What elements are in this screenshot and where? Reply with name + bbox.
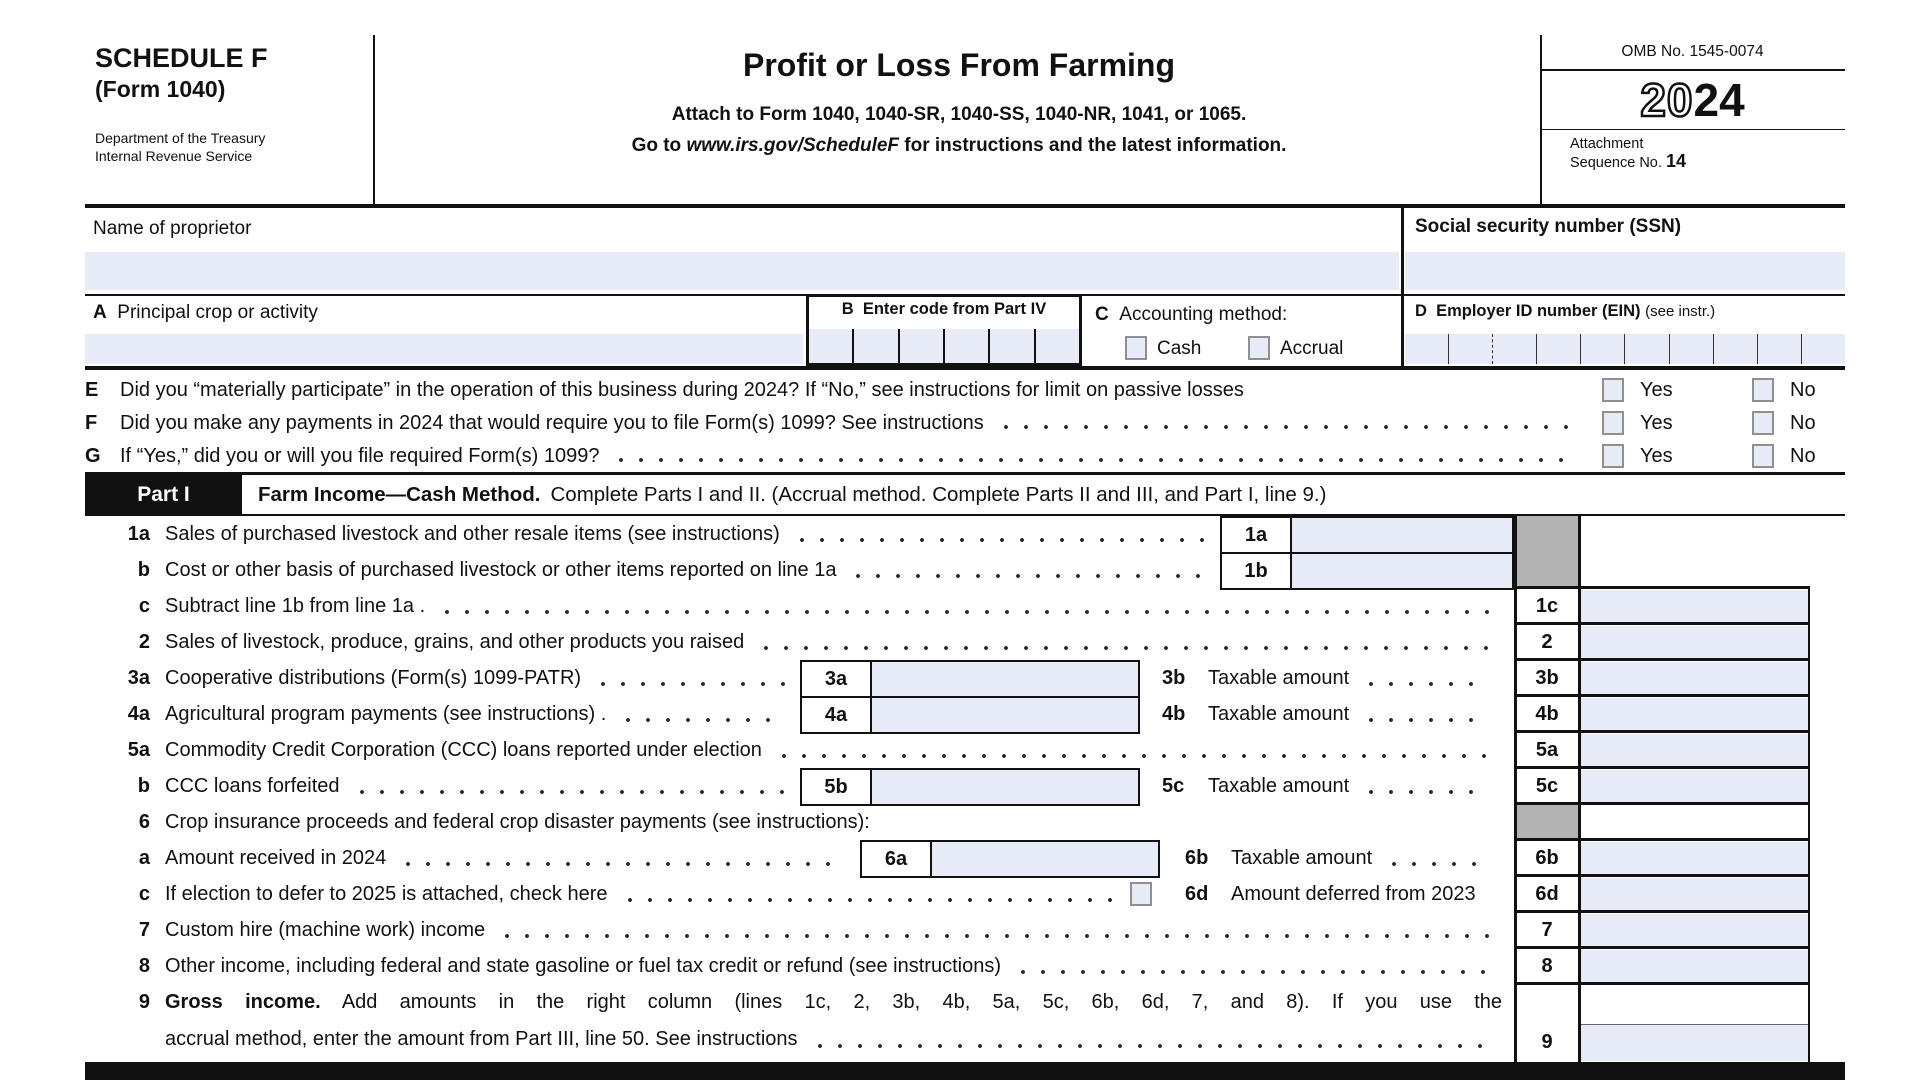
dot-leader — [848, 573, 1204, 579]
ein-cell — [1448, 334, 1492, 364]
right-label-9: 9 — [1541, 1031, 1553, 1053]
part-i-header-bar — [85, 472, 1845, 516]
line-1b-desc: Cost or other basis of purchased livestock or other items reported on line 1a — [165, 558, 837, 581]
line-5a-amount-cell[interactable] — [1581, 734, 1808, 766]
line-5c-text: Taxable amount — [1208, 774, 1350, 797]
line-4a-number: 4a — [127, 702, 150, 725]
dot-leader — [1384, 861, 1484, 867]
dot-leader — [1361, 717, 1484, 723]
dot-leader — [1361, 681, 1484, 687]
question-g-letter: G — [85, 444, 101, 467]
dot-leader — [1013, 969, 1494, 975]
line-5b-desc: CCC loans forfeited — [165, 774, 340, 797]
cash-checkbox[interactable] — [1125, 336, 1147, 360]
g-no-label: No — [1790, 445, 1816, 467]
line-b-text: Enter code from Part IV — [862, 300, 1047, 318]
line-a-text: Principal crop or activity — [117, 302, 318, 323]
line-d-label — [1415, 302, 1715, 321]
dot-leader — [792, 537, 1204, 543]
dot-leader — [756, 645, 1494, 651]
row-1c — [85, 588, 1502, 624]
line-1a-number: 1a — [127, 522, 150, 545]
part-i-title-bold: Farm Income—Cash Method. — [258, 482, 541, 506]
g-no-checkbox[interactable] — [1752, 444, 1774, 468]
code-cell — [943, 329, 988, 363]
dot-leader — [996, 424, 1574, 430]
right-label-5c: 5c — [1535, 775, 1559, 797]
shaded-cell-6 — [1514, 804, 1580, 840]
line-5b-amount-box — [800, 768, 1140, 806]
line-3b-annotation — [1162, 660, 1492, 696]
ein-cell — [1492, 334, 1536, 364]
line-a-label — [93, 302, 318, 324]
line-a-letter: A — [93, 302, 107, 323]
row-6c — [85, 876, 1124, 912]
code-cell — [809, 329, 852, 363]
line-6a-box-label: 6a — [862, 842, 932, 876]
part-i-title — [242, 475, 1326, 514]
line-1a-desc: Sales of purchased livestock and other resale items (see instructions) — [165, 522, 780, 545]
line-1c-number: c — [138, 594, 150, 617]
row-7 — [85, 912, 1502, 948]
line-4b-text: Taxable amount — [1208, 702, 1350, 725]
line-3a-amount-input[interactable] — [872, 662, 1138, 696]
line-9-text-block — [165, 984, 1502, 1058]
line-4b-amount-cell[interactable] — [1581, 698, 1808, 730]
accrual-checkbox[interactable] — [1248, 336, 1270, 360]
line-6c-desc: If election to defer to 2025 is attached, check here — [165, 882, 608, 905]
row-9 — [85, 984, 1502, 1062]
line-2-amount-cell[interactable] — [1581, 626, 1808, 658]
department-line2: Internal Revenue Service — [95, 148, 253, 164]
header-left-block — [85, 35, 375, 204]
line-6a-amount-box — [860, 840, 1160, 878]
line-6d-amount-cell[interactable] — [1581, 878, 1808, 910]
ssn-label: Social security number (SSN) — [1415, 216, 1682, 237]
line-5b-number: b — [137, 774, 150, 797]
sequence-label: Sequence No. — [1570, 155, 1662, 171]
form-number: (Form 1040) — [95, 76, 226, 102]
sequence-number: 14 — [1665, 151, 1686, 171]
ssn-input[interactable] — [1405, 252, 1845, 290]
omb-number: OMB No. 1545-0074 — [1540, 35, 1845, 71]
question-f-letter: F — [85, 411, 98, 434]
g-yes-label: Yes — [1640, 445, 1673, 467]
line-6c-number: c — [138, 882, 150, 905]
ein-cell — [1669, 334, 1713, 364]
name-of-proprietor-label: Name of proprietor — [93, 218, 252, 239]
row-1a — [85, 516, 1212, 552]
dot-leader — [611, 457, 1574, 463]
goto-suffix: for instructions and the latest information. — [899, 135, 1287, 156]
ein-cell — [1536, 334, 1580, 364]
goto-instruction — [378, 135, 1540, 157]
f-yes-label: Yes — [1640, 412, 1673, 434]
line-3a-box-label: 3a — [802, 662, 872, 696]
ein-cell — [1713, 334, 1757, 364]
right-label-4b: 4b — [1535, 703, 1559, 725]
line-3b-amount-cell[interactable] — [1581, 662, 1808, 694]
line-9-rest: Add amounts in the right column (lines 1c, 2, 3b, 4b, 5a, 5c, 6b, 6d, 7, and 8). If you use the — [341, 991, 1503, 1013]
dot-leader — [593, 681, 786, 687]
line-6-number: 6 — [138, 810, 150, 833]
question-f-text: Did you make any payments in 2024 that would require you to file Form(s) 1099? See instructions — [120, 411, 984, 434]
form-header — [85, 35, 1845, 208]
g-yes-checkbox[interactable] — [1602, 444, 1624, 468]
dot-leader — [810, 1043, 1494, 1049]
line-9-amount-cell[interactable] — [1581, 1024, 1808, 1061]
proprietor-row — [85, 208, 1845, 296]
line-1b-box-label: 1b — [1222, 554, 1292, 588]
f-no-label: No — [1790, 412, 1816, 434]
question-g-text: If “Yes,” did you or will you file required Form(s) 1099? — [120, 444, 600, 467]
part-ii-bar-cropped — [85, 1062, 1845, 1080]
line-6b-label: 6b — [1185, 846, 1209, 869]
question-g — [85, 440, 1582, 472]
goto-url: www.irs.gov/ScheduleF — [686, 135, 900, 156]
line-6a-desc: Amount received in 2024 — [165, 846, 387, 869]
dot-leader — [497, 933, 1494, 939]
line-6c-defer-checkbox[interactable] — [1130, 882, 1152, 906]
line-6b-text: Taxable amount — [1231, 846, 1373, 869]
line-6d-text: Amount deferred from 2023 — [1231, 882, 1476, 905]
question-f — [85, 407, 1582, 439]
line-3b-label: 3b — [1162, 666, 1186, 689]
line-2-desc: Sales of livestock, produce, grains, and other products you raised — [165, 630, 745, 653]
line-1a-amount-box — [1220, 516, 1514, 554]
line-5c-label: 5c — [1162, 774, 1185, 797]
line-9-text-line1 — [165, 984, 1502, 1021]
line-1a-amount-input[interactable] — [1292, 518, 1512, 552]
line-d-letter: D — [1415, 302, 1427, 320]
line-1a-box-label: 1a — [1222, 518, 1292, 552]
shaded-cell-1ab — [1514, 516, 1580, 586]
line-8-number: 8 — [138, 954, 150, 977]
line-7-amount-cell[interactable] — [1581, 914, 1808, 946]
dot-leader — [1361, 789, 1484, 795]
line-7-desc: Custom hire (machine work) income — [165, 918, 486, 941]
line-5c-annotation — [1162, 768, 1492, 804]
code-cell — [1034, 329, 1079, 363]
ein-cell — [1801, 334, 1845, 364]
code-cell — [898, 329, 943, 363]
right-label-7: 7 — [1541, 919, 1553, 941]
question-e-letter: E — [85, 378, 99, 401]
line-b-label — [809, 297, 1079, 319]
line-6a-amount-input[interactable] — [932, 842, 1158, 876]
question-e-text: Did you “materially participate” in the operation of this business during 2024? If “No,” see instructions for limit on passive losses — [120, 378, 1244, 401]
line-4a-amount-input[interactable] — [872, 698, 1138, 732]
header-center-block — [378, 35, 1542, 204]
divider — [1401, 208, 1404, 294]
tax-year — [1540, 71, 1845, 130]
right-label-3b: 3b — [1535, 667, 1559, 689]
line-6d-label: 6d — [1185, 882, 1209, 905]
line-5b-amount-input[interactable] — [872, 770, 1138, 804]
line-4b-annotation — [1162, 696, 1492, 732]
row-8 — [85, 948, 1502, 984]
right-label-8: 8 — [1541, 955, 1553, 977]
principal-crop-input[interactable] — [85, 334, 803, 364]
part-i-subtitle: Complete Parts I and II. (Accrual method. Complete Parts II and III, and Part I, line 9.) — [550, 482, 1327, 506]
part-iv-code-input[interactable] — [809, 329, 1079, 363]
line-7-number: 7 — [138, 918, 150, 941]
right-label-1c: 1c — [1535, 595, 1559, 617]
line-6d-annotation — [1185, 876, 1492, 912]
dot-leader — [398, 861, 844, 867]
row-4a — [85, 696, 794, 732]
row-6 — [85, 804, 1465, 840]
line-1b-number: b — [137, 558, 150, 581]
code-cell — [988, 329, 1033, 363]
line-c-letter: C — [1095, 304, 1109, 325]
line-1b-amount-input[interactable] — [1292, 554, 1512, 588]
right-label-5a: 5a — [1535, 739, 1559, 761]
header-right-block — [1540, 35, 1845, 204]
dot-leader — [618, 717, 786, 723]
dot-leader — [352, 789, 786, 795]
right-label-6d: 6d — [1535, 883, 1559, 905]
dot-leader — [437, 609, 1494, 615]
f-yes-checkbox[interactable] — [1602, 411, 1624, 435]
line-c-text: Accounting method: — [1119, 304, 1288, 325]
f-no-checkbox[interactable] — [1752, 411, 1774, 435]
row-6a — [85, 840, 852, 876]
line-4a-desc: Agricultural program payments (see instructions) . — [165, 702, 607, 725]
line-b-code-box — [806, 294, 1082, 366]
line-6-desc: Crop insurance proceeds and federal crop disaster payments (see instructions): — [165, 810, 870, 833]
department-line1: Department of the Treasury — [95, 130, 266, 146]
line-5b-box-label: 5b — [802, 770, 872, 804]
e-no-label: No — [1790, 379, 1816, 401]
line-2-number: 2 — [138, 630, 150, 653]
code-cell — [852, 329, 897, 363]
question-e — [85, 374, 1505, 406]
row-3a — [85, 660, 794, 696]
ein-cell — [1580, 334, 1624, 364]
e-no-checkbox[interactable] — [1752, 378, 1774, 402]
accrual-label: Accrual — [1280, 338, 1344, 359]
right-label-6b: 6b — [1535, 847, 1559, 869]
line-6b-amount-cell[interactable] — [1581, 842, 1808, 874]
e-yes-checkbox[interactable] — [1602, 378, 1624, 402]
form-title: Profit or Loss From Farming — [742, 47, 1176, 83]
e-yes-label: Yes — [1640, 379, 1673, 401]
year-solid-digits: 24 — [1693, 74, 1745, 126]
line-d-note: (see instr.) — [1645, 303, 1716, 320]
line-3b-text: Taxable amount — [1208, 666, 1350, 689]
ein-input[interactable] — [1405, 334, 1845, 364]
proprietor-name-input[interactable] — [85, 252, 1399, 290]
line-9-text-line2 — [165, 1021, 1502, 1058]
line-5c-amount-cell[interactable] — [1581, 770, 1808, 802]
abcd-row — [85, 294, 1845, 370]
line-b-letter: B — [841, 300, 854, 318]
cash-label: Cash — [1157, 338, 1202, 359]
line-5a-number: 5a — [127, 738, 150, 761]
line-4b-label: 4b — [1162, 702, 1186, 725]
dot-leader — [620, 897, 1117, 903]
line-9-line2-text: accrual method, enter the amount from Part III, line 50. See instructions — [165, 1028, 798, 1050]
line-1c-desc: Subtract line 1b from line 1a . — [165, 594, 426, 617]
dot-leader — [774, 753, 1494, 759]
line-6a-number: a — [138, 846, 150, 869]
line-5a-desc: Commodity Credit Corporation (CCC) loans reported under election — [165, 738, 762, 761]
divider — [1401, 294, 1404, 366]
right-label-2: 2 — [1541, 631, 1553, 653]
ein-cell — [1757, 334, 1801, 364]
line-8-amount-cell[interactable] — [1581, 950, 1808, 982]
row-1b — [85, 552, 1212, 588]
ein-cell — [1405, 334, 1448, 364]
goto-prefix: Go to — [631, 135, 687, 156]
line-d-text: Employer ID number (EIN) — [1436, 302, 1641, 320]
line-3a-desc: Cooperative distributions (Form(s) 1099-PATR) — [165, 666, 582, 689]
line-1b-amount-box — [1220, 552, 1514, 590]
part-i-chip: Part I — [85, 475, 242, 514]
line-3a-number: 3a — [127, 666, 150, 689]
attach-instruction: Attach to Form 1040, 1040-SR, 1040-SS, 1040-NR, 1041, or 1065. — [671, 104, 1247, 125]
line-c-label — [1095, 304, 1287, 326]
attachment-sequence — [1540, 130, 1845, 172]
line-3a-amount-box — [800, 660, 1140, 698]
line-9-bold: Gross income. — [165, 991, 321, 1013]
row-5a — [85, 732, 1502, 768]
row-5b — [85, 768, 794, 804]
ein-cell — [1624, 334, 1668, 364]
row-2 — [85, 624, 1502, 660]
attachment-label: Attachment — [1570, 136, 1644, 152]
year-outline-digits: 20 — [1640, 74, 1694, 126]
line-9-number: 9 — [138, 991, 150, 1013]
line-1c-amount-cell[interactable] — [1581, 590, 1808, 622]
line-4a-amount-box — [800, 696, 1140, 734]
line-4a-box-label: 4a — [802, 698, 872, 732]
line-8-desc: Other income, including federal and state gasoline or fuel tax credit or refund (see instructions) — [165, 954, 1001, 977]
schedule-title: SCHEDULE F — [95, 43, 268, 73]
line-6b-annotation — [1185, 840, 1492, 876]
